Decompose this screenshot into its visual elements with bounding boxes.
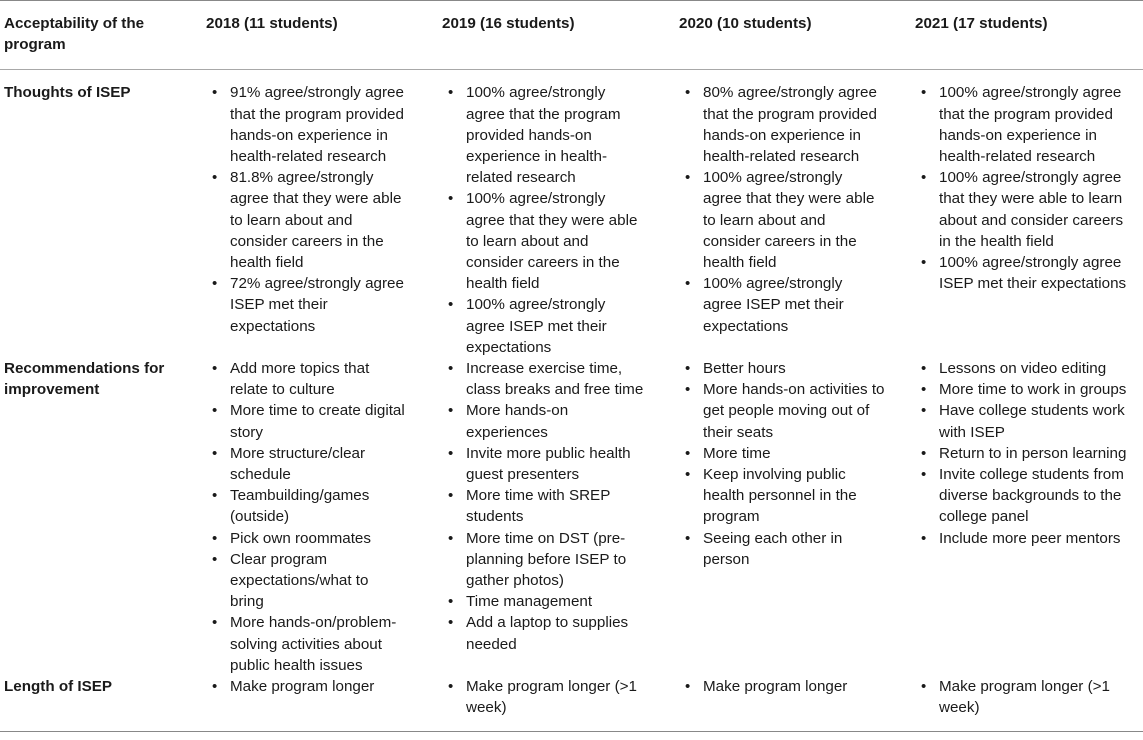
list-item: • More time with SREP students	[442, 485, 649, 527]
list-item: • Keep involving public health personnel in the program	[679, 464, 886, 528]
list-item: • More hands-on experiences	[442, 400, 649, 442]
list-item: • Make program longer (>1 week)	[915, 676, 1122, 718]
list-item: • Make program longer	[206, 676, 442, 697]
list-item: • Pick own roommates	[206, 528, 413, 549]
list-item: • Add more topics that relate to culture	[206, 358, 403, 400]
cell-length-2019	[442, 676, 679, 731]
list-item: • Invite more public health guest presenters	[442, 443, 659, 485]
list-item: • More time	[679, 443, 886, 464]
list-item: • Increase exercise time, class breaks and free time	[442, 358, 659, 400]
row-label-length: Length of ISEP	[0, 676, 206, 731]
cell-length-2018	[206, 676, 442, 731]
list-item: • Make program longer	[679, 676, 915, 697]
cell-recommendations-2018	[206, 358, 442, 676]
cell-thoughts-2018	[206, 70, 442, 358]
list-item: • Lessons on video editing	[915, 358, 1143, 379]
cell-recommendations-2019	[442, 358, 679, 676]
table-row-length	[0, 676, 1143, 731]
header-2021: 2021 (17 students)	[915, 1, 1143, 70]
list-item: • 100% agree/strongly agree ISEP met their expectations	[915, 252, 1143, 294]
list-item: • 72% agree/strongly agree ISEP met their expectations	[206, 273, 413, 337]
list-item: • Seeing each other in person	[679, 528, 861, 570]
list-item: • Teambuilding/games (outside)	[206, 485, 413, 527]
list-item: • 100% agree/strongly agree that the program provided hands-on experience in health-related research	[442, 82, 634, 188]
table-row-thoughts	[0, 70, 1143, 358]
list-item: • Clear program expectations/what to bring	[206, 549, 403, 613]
list-item: • 100% agree/strongly agree ISEP met their expectations	[679, 273, 871, 337]
header-2020: 2020 (10 students)	[679, 1, 915, 70]
list-item: • 100% agree/strongly agree that they were able to learn about and consider careers in the health field	[442, 188, 649, 294]
header-row	[0, 1, 1143, 70]
cell-thoughts-2020	[679, 70, 915, 358]
list-item: • Add a laptop to supplies needed	[442, 612, 649, 654]
row-label-recommendations: Recommendations for improvement	[4, 360, 165, 399]
cell-thoughts-2021	[915, 70, 1143, 358]
list-item: • 100% agree/strongly agree that they were able to learn about and consider careers in the health field	[915, 167, 1143, 252]
table-row-recommendations	[0, 358, 1143, 676]
list-item: • Better hours	[679, 358, 886, 379]
cell-length-2021	[915, 676, 1143, 731]
list-item: • Return to in person learning	[915, 443, 1143, 464]
list-item: • Make program longer (>1 week)	[442, 676, 649, 718]
list-item: • Have college students work with ISEP	[915, 400, 1143, 442]
list-item: • Time management	[442, 591, 649, 612]
list-item: • More time to create digital story	[206, 400, 413, 442]
list-item: • 100% agree/strongly agree that the program provided hands-on experience in health-related research	[915, 82, 1137, 167]
list-item: • 81.8% agree/strongly agree that they were able to learn about and consider careers in the health field	[206, 167, 413, 273]
list-item: • 91% agree/strongly agree that the program provided hands-on experience in health-related research	[206, 82, 413, 167]
cell-recommendations-2020	[679, 358, 915, 676]
list-item: • 100% agree/strongly agree ISEP met their expectations	[442, 294, 634, 358]
list-item: • More time to work in groups	[915, 379, 1143, 400]
list-item: • Include more peer mentors	[915, 528, 1143, 549]
list-item: • More hands-on/problem-solving activities about public health issues	[206, 612, 423, 676]
list-item: • 100% agree/strongly agree that they were able to learn about and consider careers in the health field	[679, 167, 886, 273]
list-item: • More hands-on activities to get people moving out of their seats	[679, 379, 896, 443]
list-item: • Invite college students from diverse backgrounds to the college panel	[915, 464, 1143, 528]
cell-recommendations-2021	[915, 358, 1143, 676]
list-item: • More structure/clear schedule	[206, 443, 413, 485]
row-label-thoughts: Thoughts of ISEP	[4, 84, 131, 102]
header-acceptability: Acceptability of the program	[0, 1, 206, 70]
list-item: • More time on DST (pre-planning before ISEP to gather photos)	[442, 528, 659, 592]
header-2018: 2018 (11 students)	[206, 1, 442, 70]
list-item: • 80% agree/strongly agree that the program provided hands-on experience in health-related research	[679, 82, 891, 167]
cell-thoughts-2019	[442, 70, 679, 358]
cell-length-2020	[679, 676, 915, 731]
header-2019: 2019 (16 students)	[442, 1, 679, 70]
